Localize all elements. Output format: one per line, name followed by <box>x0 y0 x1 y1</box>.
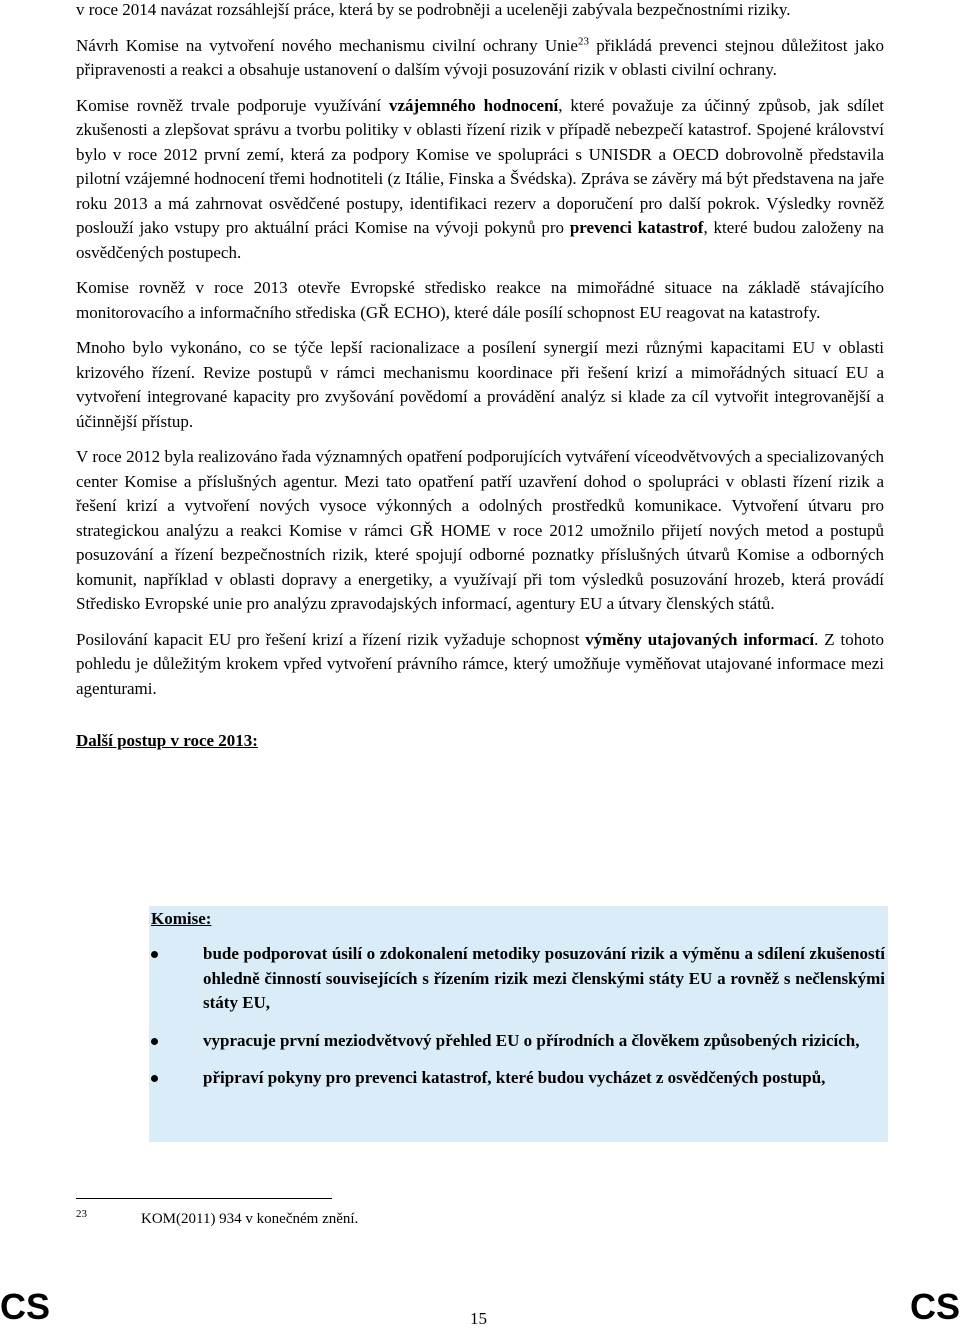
document-body <box>76 0 884 751</box>
bullet-icon <box>151 951 158 958</box>
footnote-number: 23 <box>76 1208 87 1220</box>
paragraph <box>76 445 884 617</box>
paragraph <box>76 276 884 325</box>
bullet-icon <box>151 1075 158 1082</box>
paragraph-text: . Z tohoto pohledu je důležitým krokem vpřed vytvoření právního rámce, který umožňuje vyměňovat utajované informace mezi agenturami. <box>76 629 884 698</box>
paragraph-text: Komise rovněž v roce 2013 otevře Evropské středisko reakce na mimořádné situace na základě stávajícího monitorovacího a informačního střediska (GŘ ECHO), které dále posílí schopnost EU reagovat na katastrofy. <box>76 278 884 322</box>
list-item <box>149 1029 885 1054</box>
box-title: Komise: <box>151 909 212 928</box>
paragraph-text: přikládá prevenci stejnou důležitost jako připravenosti a reakci a obsahuje ustanovení o dalším vývoji posuzování rizik v oblasti civilní ochrany. <box>76 35 884 79</box>
page-number: 15 <box>470 1309 487 1328</box>
paragraph <box>76 628 884 702</box>
paragraph-text: Posilování kapacit EU pro řešení krizí a řízení rizik vyžaduje schopnost <box>76 629 586 649</box>
paragraph <box>76 336 884 434</box>
list-item-text: vypracuje první meziodvětvový přehled EU o přírodních a člověkem způsobených rizicích, <box>203 1030 860 1050</box>
bold-term: výměny utajovaných informací <box>585 629 815 649</box>
section-heading: Další postup v roce 2013: <box>76 731 258 750</box>
paragraph <box>76 94 884 266</box>
paragraph-text: Mnoho bylo vykonáno, co se týče lepší racionalizace a posílení synergií mezi různými kapacitami EU v oblasti krizového řízení. Revize postupů v rámci mechanismu koordinace při řešení krizí a mimořádných situací EU a vytvoření integrované kapacity pro zvyšování povědomí a provádění analýz si klade za cíl vytvořit integrovanější a účinnější přístup. <box>76 338 884 431</box>
paragraph-text: v roce 2014 navázat rozsáhlejší práce, která by se podrobněji a uceleněji zabývala bezpečnostními riziky. <box>76 0 791 19</box>
footnote-reference: 23 <box>577 34 589 47</box>
paragraph-text: , které budou založeny na osvědčených postupech. <box>76 218 884 262</box>
footnote-separator <box>76 1198 332 1199</box>
paragraph-text: , které považuje za účinný způsob, jak sdílet zkušenosti a zlepšovat správu a tvorbu politiky v oblasti řízení rizik v případě nebezpečí katastrof. Spojené království bylo v roce 2012 první zemí, která za podpory Komise ve spolupráci s UNISDR a OECD dobrovolně představila pilotní vzájemné hodnocení třemi hodnotiteli (z Itálie, Finska a Švédska). Zpráva se závěry má být představena na jaře roku 2013 a má zahrnovat osvědčené postupy, identifikaci rezerv a doporučení pro další pokrok. Výsledky rovněž poslouží jako vstupy pro aktuální práci Komise na vývoji pokynů pro <box>76 95 884 237</box>
action-box <box>149 906 888 1142</box>
bold-term: prevenci katastrof <box>569 218 704 237</box>
footnote-text: KOM(2011) 934 v konečném znění. <box>141 1211 359 1227</box>
paragraph-text: Komise rovněž trvale podporuje využívání <box>76 95 389 115</box>
paragraph-text: V roce 2012 byla realizováno řada významných opatření podporujících vytváření víceodvětvových a specializovaných center Komise a příslušných agentur. Mezi tato opatření patří uzavření dohod o spolupráci v oblasti řízení rizik a řešení krizí a vytvoření nových vysoce výkonných a odolných prostředků komunikace. Vytvoření útvaru pro strategickou analýzu a reakci Komise v rámci GŘ HOME v roce 2012 umožnilo přijetí nových metod a postupů posuzování a řízení bezpečnostních rizik, které spojují odborné poznatky příslušných útvarů Komise a odborných komunit, například v oblasti dopravy a energetiky, a využívají při tom výsledků posuzování hrozeb, která provádí Středisko Evropské unie pro analýzu zpravodajských informací, agentury EU a útvary členských států. <box>76 447 884 613</box>
list-item-text: bude podporovat úsilí o zdokonalení metodiky posuzování rizik a výměnu a sdílení zkušeností ohledně činností souvisejících s řízením rizik mezi členskými státy EU a rovněž s nečlenskými státy EU, <box>203 944 885 1012</box>
paragraph-text: Návrh Komise na vytvoření nového mechanismu civilní ochrany Unie <box>76 35 578 55</box>
language-code-left: CS <box>0 1286 51 1327</box>
paragraph <box>76 0 884 23</box>
list-item-text: připraví pokyny pro prevenci katastrof, které budou vycházet z osvědčených postupů, <box>203 1068 826 1087</box>
action-list <box>149 942 885 1104</box>
paragraph <box>76 34 884 83</box>
list-item <box>149 1066 885 1091</box>
list-item <box>149 942 885 1016</box>
language-code-right: CS <box>909 1286 960 1327</box>
bold-term: vzájemného hodnocení <box>388 95 559 115</box>
bullet-icon <box>151 1038 158 1045</box>
